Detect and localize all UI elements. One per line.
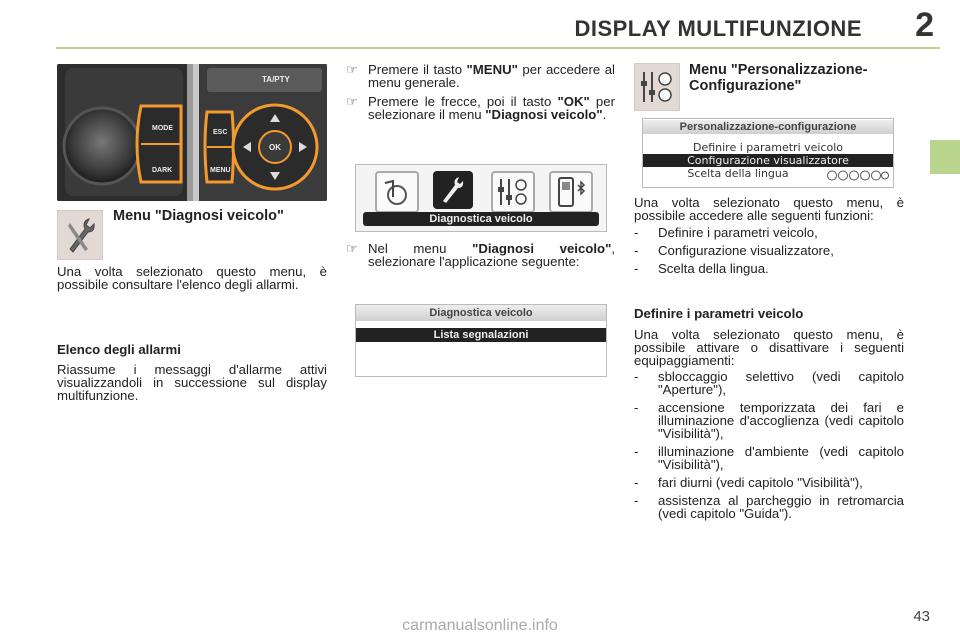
chapter-number: 2: [915, 6, 934, 44]
pointing-hand-icon: ☞: [346, 62, 358, 77]
page-title: DISPLAY MULTIFUNZIONE: [574, 16, 862, 41]
diagnostics-screen: [355, 304, 607, 377]
pointing-hand-icon: ☞: [346, 241, 358, 256]
main-menu-screen: [355, 164, 607, 232]
step-item: ☞ Premere le frecce, poi il tasto "OK" per selezionare il menu "Diagnosi veicolo".: [346, 94, 615, 122]
ok-key[interactable]: OK: [269, 143, 281, 152]
ta-pty-key[interactable]: TA/PTY: [262, 75, 290, 84]
pointing-hand-icon: ☞: [346, 94, 358, 109]
control-panel-photo: [57, 64, 327, 201]
diagnosi-menu-title: Menu "Diagnosi veicolo": [113, 208, 284, 224]
mode-key[interactable]: MODE: [152, 125, 173, 132]
menu-icon-phone: [549, 171, 593, 213]
diagnosi-menu-text: Una volta selezionato questo menu, è possibile consultare l'elenco degli allarmi.: [57, 264, 327, 292]
equipment-item: - assistenza al parcheggio in retromarcia (vedi capitolo "Guida").: [634, 493, 904, 521]
alarm-list-title: Elenco degli allarmi: [57, 342, 181, 357]
equipment-item: - fari diurni (vedi capitolo "Visibilità"),: [634, 475, 863, 490]
wrench-icon-box: [57, 210, 103, 260]
function-item: - Definire i parametri veicolo,: [634, 225, 818, 240]
flags-icon: [827, 170, 889, 181]
volume-knob-icon: [64, 108, 140, 184]
configuration-screen-title: Personalizzazione-configurazione: [643, 120, 893, 134]
functions-list: [634, 226, 904, 280]
instruction-steps: [343, 63, 615, 127]
function-item: - Configurazione visualizzatore,: [634, 243, 834, 258]
music-icon: [377, 173, 417, 211]
phone-bluetooth-icon: [551, 173, 591, 211]
wrench-icon: [58, 211, 102, 259]
equipment-item: - sbloccaggio selettivo (vedi capitolo "Aperture"),: [634, 369, 904, 397]
header-rule: [56, 47, 940, 49]
wrench-icon: [433, 171, 473, 209]
control-panel-illustration: [57, 64, 327, 201]
alarm-list-text: Riassume i messaggi d'allarme attivi visualizzandoli in successione sul display multifunzione.: [57, 362, 327, 403]
alarm-list-option[interactable]: Lista segnalazioni: [356, 328, 606, 342]
instruction-step-3: [343, 242, 615, 274]
settings-icon-box: [634, 63, 680, 111]
page-number: 43: [913, 608, 930, 625]
personalizzazione-intro: Una volta selezionato questo menu, è possibile accedere alle seguenti funzioni:: [634, 195, 904, 223]
vehicle-params-title: Definire i parametri veicolo: [634, 306, 804, 321]
chapter-side-tab: [930, 140, 960, 174]
menu-icon-diagnostics-selected[interactable]: [433, 171, 473, 209]
language-flags-icon: [827, 168, 889, 179]
equipment-list: [634, 370, 904, 525]
config-option-selected[interactable]: Configurazione visualizzatore: [643, 154, 893, 167]
sliders-icon: [493, 173, 533, 211]
selected-menu-label: Diagnostica veicolo: [363, 212, 599, 226]
config-option[interactable]: Scelta della lingua: [687, 167, 789, 180]
esc-key[interactable]: ESC: [213, 129, 228, 136]
diagnostics-screen-title: Diagnostica veicolo: [356, 305, 606, 321]
step-item: ☞ Premere il tasto "MENU" per accedere al menu generale.: [346, 62, 615, 90]
personalizzazione-menu-title: Menu "Personalizzazione-Configurazione": [689, 62, 868, 94]
config-option[interactable]: Definire i parametri veicolo: [692, 141, 844, 154]
menu-key[interactable]: MENU: [210, 167, 231, 174]
function-item: - Scelta della lingua.: [634, 261, 769, 276]
watermark: carmanualsonline.info: [402, 617, 558, 634]
menu-icon-settings: [491, 171, 535, 213]
equipment-item: - accensione temporizzata dei fari e illuminazione d'accoglienza (vedi capitolo "Visibilità"),: [634, 400, 904, 441]
sliders-settings-icon: [635, 64, 679, 110]
vehicle-params-intro: Una volta selezionato questo menu, è possibile attivare o disattivare i seguenti equipaggiamenti:: [634, 327, 904, 368]
menu-icon-audio: [375, 171, 419, 213]
equipment-item: - illuminazione d'ambiente (vedi capitolo "Visibilità"),: [634, 444, 904, 472]
dark-key[interactable]: DARK: [152, 167, 173, 174]
configuration-screen: [642, 118, 894, 188]
step-item: ☞ Nel menu "Diagnosi veicolo", selezionare l'applicazione seguente:: [346, 241, 616, 269]
